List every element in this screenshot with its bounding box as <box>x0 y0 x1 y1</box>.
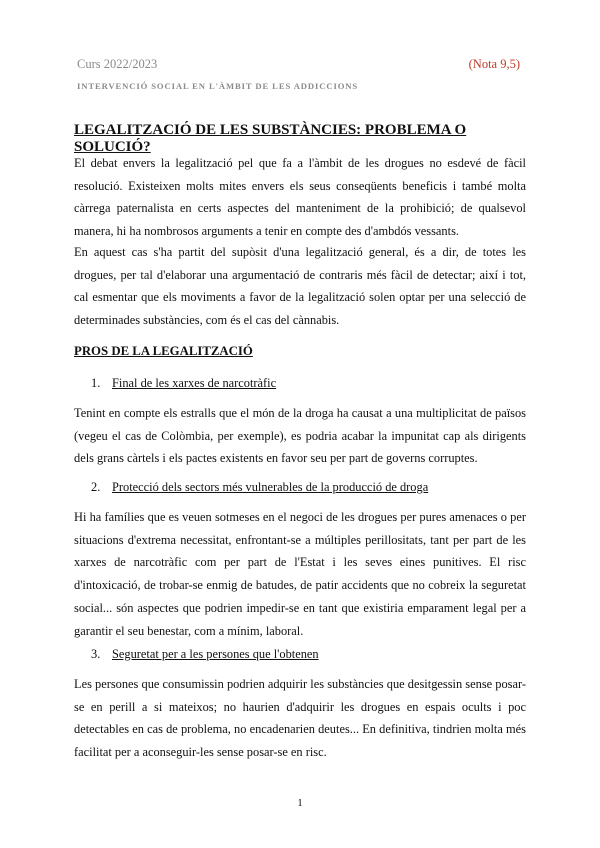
intro-paragraph-2: En aquest cas s'ha partit del supòsit d'una legalització general, és a dir, de totes les drogues, per tal d'elaborar una argumentació de contraris més fàcil de detectar; així i tot, cal esmentar que els moviments a favor de la legalització solen optar per una selecció de determinades substàncies, com és el cas del cànnabis. <box>74 245 526 328</box>
header-grade: (Nota 9,5) <box>468 57 520 71</box>
list-number: 2. <box>91 480 101 494</box>
item-3-paragraph: Les persones que consumissin podrien adquirir les substàncies que desitgessin sense posar-se en perill a si mateixos; no haurien d'adquirir les drogues en espais ocults i poc detectables en cas de problema, no encadenarien deutes... En definitiva, tindrien molta més facilitat per a aconseguir-les sense posar-se en risc. <box>74 677 526 760</box>
item-2-paragraph: Hi ha famílies que es veuen sotmeses en el negoci de les drogues per pures amenaces o per situacions d'extrema necessitat, enfrontant-se a múltiples perillositats, tant per part de les xarxes de narcotràfic com per part de l'Estat i les seves eines punitives. El risc d'intoxicació, de trobar-se enmig de batudes, de patir accidents que no cobreix la seguretat social... són aspectes que podrien impedir-se en tant que existiria emparament legal per a garantir el seu benestar, com a mínim, laboral. <box>74 510 526 638</box>
list-item-3 <box>91 647 319 662</box>
section-heading: PROS DE LA LEGALITZACIÓ <box>74 344 253 358</box>
list-item-2 <box>91 480 428 495</box>
list-label: Seguretat per a les persones que l'obtenen <box>112 647 319 661</box>
list-label: Final de les xarxes de narcotràfic <box>112 376 277 390</box>
list-label: Protecció dels sectors més vulnerables de la producció de droga <box>112 480 429 494</box>
list-item-1 <box>91 376 276 391</box>
header-course: Curs 2022/2023 <box>77 57 158 71</box>
document-title: LEGALITZACIÓ DE LES SUBSTÀNCIES: PROBLEMA O SOLUCIÓ? <box>74 122 467 155</box>
intro-paragraph-1: El debat envers la legalització pel que fa a l'àmbit de les drogues no esdevé de fàcil resolució. Existeixen molts mites envers els seus conseqüents beneficis i també molta càrrega paternalista en certs aspectes del manteniment de la prohibició; de qualsevol manera, hi ha nombrosos arguments a tenir en compte des d'ambdós vessants. <box>74 156 526 239</box>
list-number: 1. <box>91 376 101 390</box>
item-1-paragraph: Tenint en compte els estralls que el món de la droga ha causat a una multiplicitat de països (vegeu el cas de Colòmbia, per exemple), es podria acabar la impunitat cap als dirigents dels grans càrtels i els pactes existents en favor seu per part de governs corruptes. <box>74 406 526 466</box>
page-number: 1 <box>297 797 303 809</box>
header-subject: INTERVENCIÓ SOCIAL EN L'ÀMBIT DE LES ADDICCIONS <box>77 81 359 91</box>
list-number: 3. <box>91 647 101 661</box>
